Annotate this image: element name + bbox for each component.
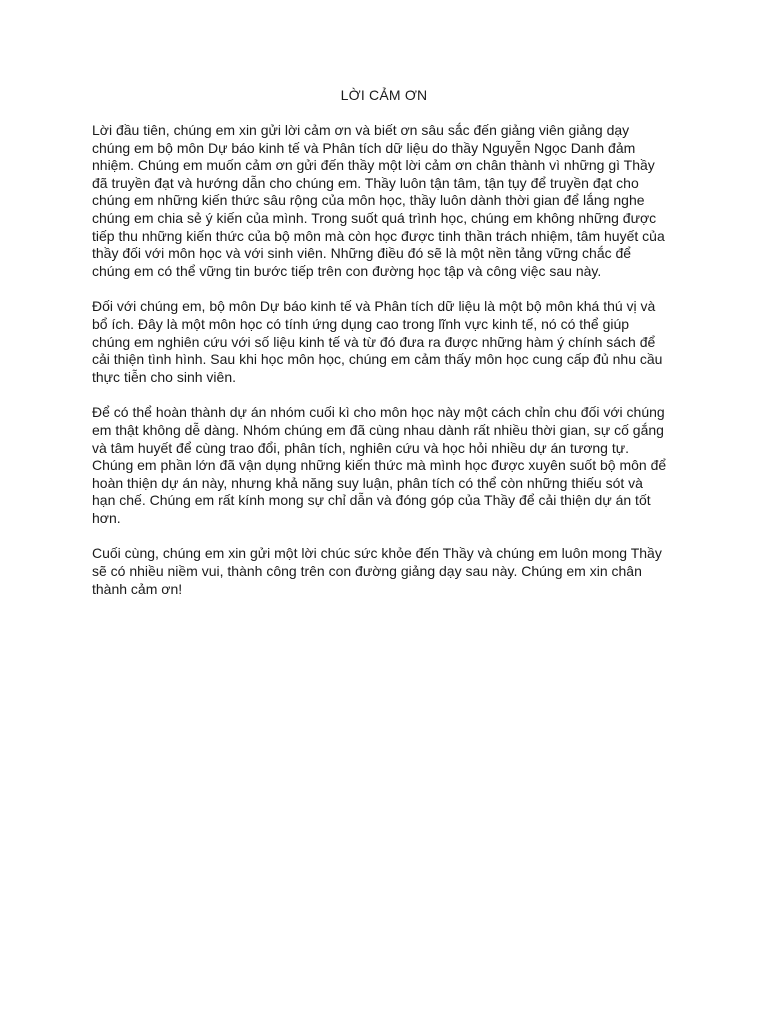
paragraph-line: hoàn thiện dự án này, nhưng khả năng suy luận, phân tích có thể còn những thiếu sót và: [92, 474, 643, 491]
paragraph-line: hơn.: [92, 509, 121, 526]
paragraph-line: đã truyền đạt và hướng dẫn cho chúng em. Thầy luôn tận tâm, tận tụy để truyền đạt cho: [92, 174, 639, 191]
paragraph: [92, 122, 692, 280]
paragraph: [92, 298, 692, 386]
paragraph-line: sẽ có nhiều niềm vui, thành công trên con đường giảng dạy sau này. Chúng em xin chân: [92, 563, 642, 580]
page-title: LỜI CẢM ƠN: [340, 87, 428, 103]
paragraph-line: tiếp thu những kiến thức của bộ môn mà còn học được tinh thần trách nhiệm, tâm huyết của: [92, 227, 665, 244]
paragraph-line: chúng em bộ môn Dự báo kinh tế và Phân tích dữ liệu do thầy Nguyễn Ngọc Danh đảm: [92, 139, 636, 156]
paragraph-line: Chúng em phần lớn đã vận dụng những kiến thức mà mình học được xuyên suốt bộ môn để: [92, 457, 667, 474]
paragraph: [92, 404, 692, 527]
paragraph-line: Để có thể hoàn thành dự án nhóm cuối kì cho môn học này một cách chỉn chu đối với chúng: [92, 404, 665, 421]
paragraph-line: cải thiện tình hình. Sau khi học môn học, chúng em cảm thấy môn học cung cấp đủ nhu cầu: [92, 351, 663, 368]
paragraph-line: chúng em nghiên cứu với số liệu kinh tế và từ đó đưa ra được những hàm ý chính sách để: [92, 333, 656, 350]
paragraph-line: hạn chế. Chúng em rất kính mong sự chỉ dẫn và đóng góp của Thầy để cải thiện dự án tốt: [92, 492, 651, 509]
paragraph-line: chúng em những kiến thức sâu rộng của môn học, thầy luôn dành thời gian để lắng nghe: [92, 192, 645, 209]
paragraph-line: thực tiễn cho sinh viên.: [92, 368, 237, 385]
paragraph-line: và tâm huyết để cùng trao đổi, phân tích, nghiên cứu và học hỏi nhiều dự án tương tự.: [92, 439, 630, 456]
paragraph-line: bổ ích. Đây là một môn học có tính ứng dụng cao trong lĩnh vực kinh tế, nó có thể giúp: [92, 315, 630, 332]
document-body: [92, 122, 692, 616]
paragraph-line: thầy đối với môn học và với sinh viên. Những điều đó sẽ là một nền tảng vững chắc để: [92, 245, 632, 262]
paragraph-line: thành cảm ơn!: [92, 580, 183, 597]
paragraph-line: Cuối cùng, chúng em xin gửi một lời chúc sức khỏe đến Thầy và chúng em luôn mong Thầy: [92, 545, 662, 562]
paragraph: [92, 545, 692, 598]
paragraph-line: nhiệm. Chúng em muốn cảm ơn gửi đến thầy một lời cảm ơn chân thành vì những gì Thầy: [92, 157, 655, 174]
paragraph-line: chúng em chia sẻ ý kiến của mình. Trong suốt quá trình học, chúng em không những được: [92, 209, 657, 226]
paragraph-line: Đối với chúng em, bộ môn Dự báo kinh tế và Phân tích dữ liệu là một bộ môn khá thú vị và: [92, 298, 656, 315]
paragraph-line: em thật không dễ dàng. Nhóm chúng em đã cùng nhau dành rất nhiều thời gian, sự cố gắng: [92, 421, 664, 438]
paragraph-line: Lời đầu tiên, chúng em xin gửi lời cảm ơn và biết ơn sâu sắc đến giảng viên giảng dạy: [92, 122, 630, 138]
paragraph-line: chúng em có thể vững tin bước tiếp trên con đường học tập và công việc sau này.: [92, 262, 602, 279]
